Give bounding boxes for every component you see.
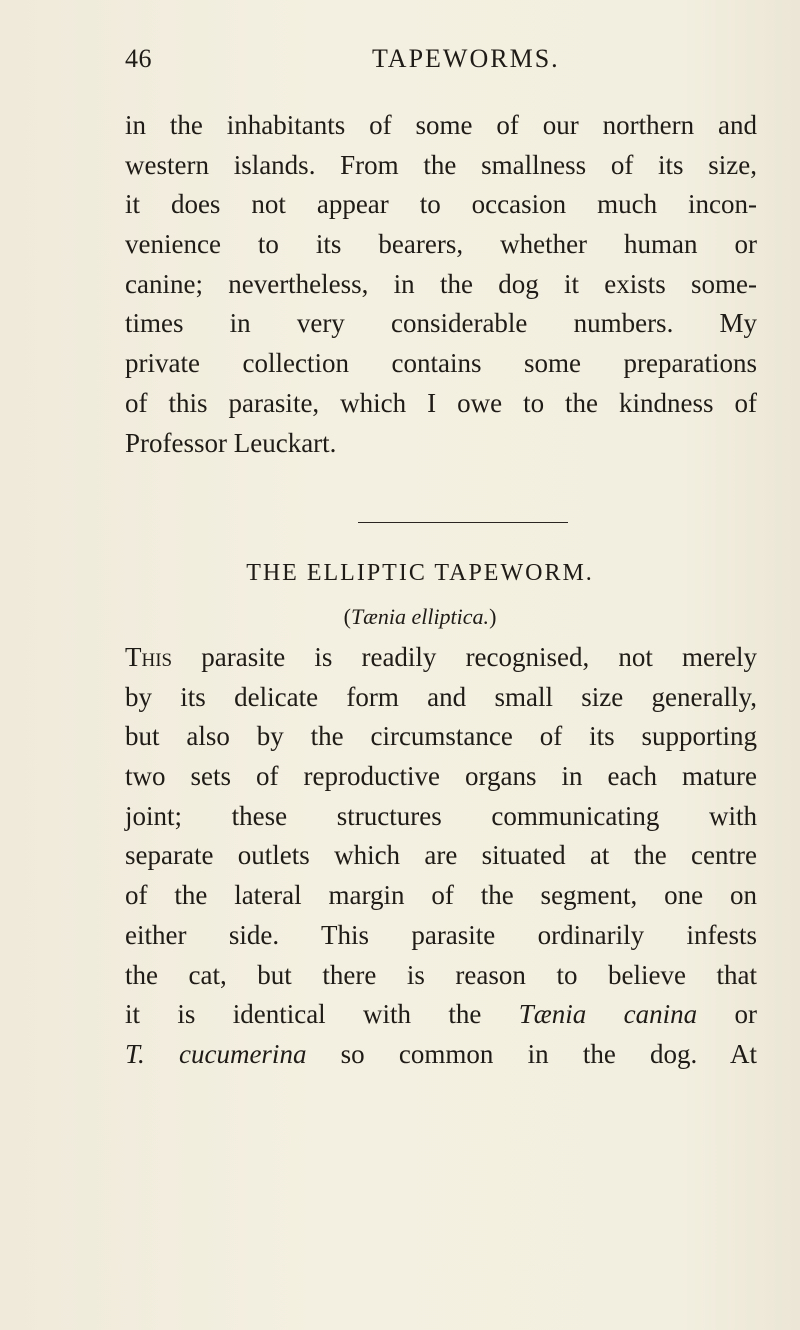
text-line [125,638,757,678]
section-subtitle [0,604,800,630]
text-line: times in very considerable numbers. My [125,308,757,339]
text-line: the cat, but there is reason to believe that [125,959,757,990]
text-line: two sets of reproductive organs in each mature [125,761,757,792]
text-line [125,995,757,1035]
section-title-text: THE ELLIPTIC TAPEWORM. [246,560,594,586]
running-head: TAPEWORMS. [372,44,560,73]
text-line: private collection contains some preparations [125,348,757,379]
subtitle-open-paren: ( [343,604,351,629]
page-number: 46 [125,44,152,73]
text-line: western islands. From the smallness of its size, [125,149,757,180]
latin-name: Tænia canina [518,999,698,1030]
paragraph-description [125,638,757,1075]
text-line: but also by the circumstance of its supporting [125,721,757,752]
subtitle-close-paren: ) [489,604,497,629]
text-line: separate outlets which are situated at the centre [125,840,757,871]
drop-word: This [125,642,173,672]
text-line: canine; nevertheless, in the dog it exists some- [125,268,757,299]
text-line: by its delicate form and small size generally, [125,681,757,712]
line-rest: parasite is readily recognised, not merely [172,642,757,672]
text-line: of this parasite, which I owe to the kindness of [125,387,757,418]
line-text: so common in the dog. At [306,1038,757,1069]
text-line: in the inhabitants of some of our northern and [125,110,757,140]
line-text: it is identical with the [125,999,519,1030]
line-text: or [697,999,757,1030]
text-line: either side. This parasite ordinarily infests [125,919,757,950]
text-line: joint; these structures communicating with [125,800,757,831]
text-line: of the lateral margin of the segment, one on [125,880,757,911]
page-header [0,44,800,84]
text-line [125,1035,757,1075]
text-line: it does not appear to occasion much incon- [125,189,757,220]
paragraph-intro [125,106,757,463]
text-line: venience to its bearers, whether human or [125,229,757,260]
section-divider-rule [358,522,568,523]
subtitle-latin-name: Tænia elliptica. [350,604,490,629]
section-title [0,560,800,587]
text-line: Professor Leuckart. [125,427,337,458]
latin-name: T. cucumerina [125,1038,307,1069]
